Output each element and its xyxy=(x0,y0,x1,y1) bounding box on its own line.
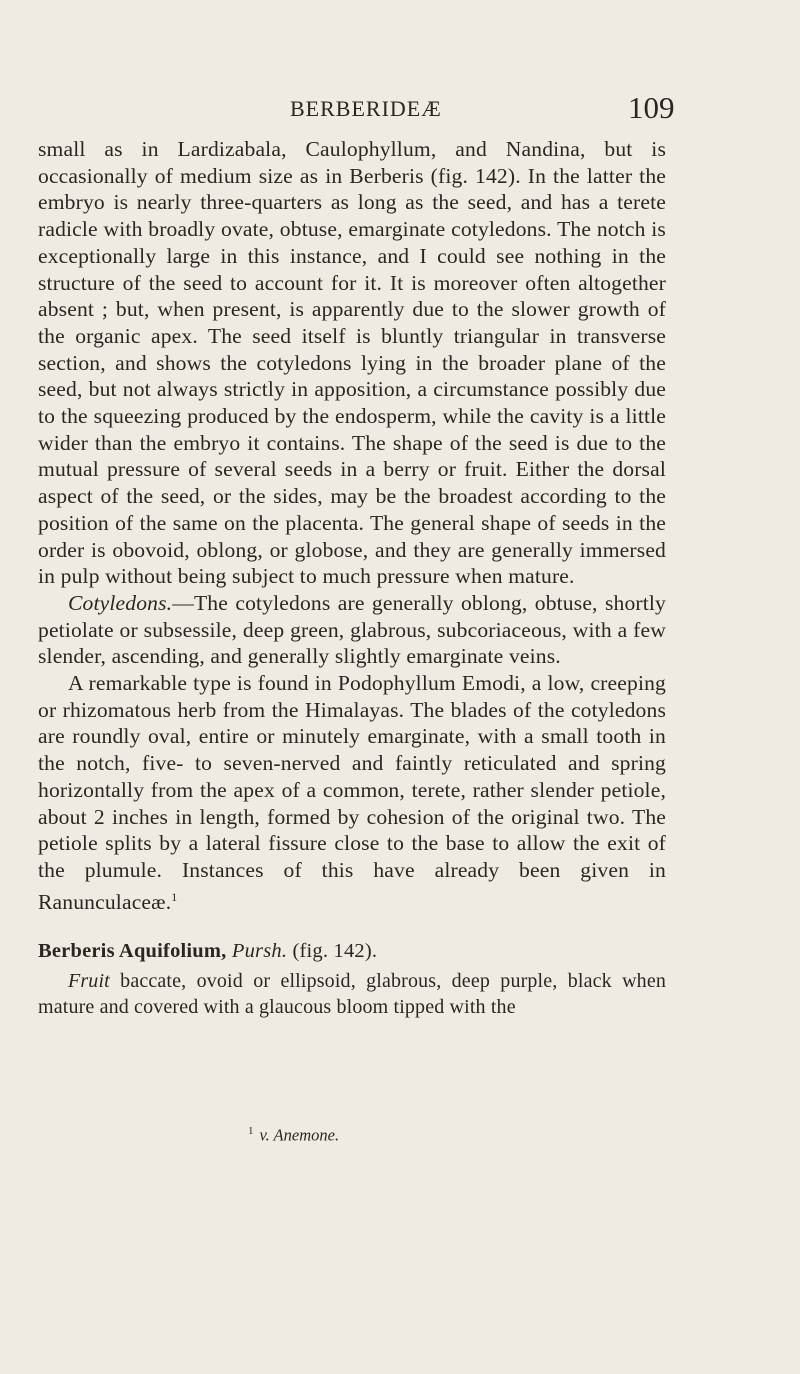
fruit-text: baccate, ovoid or ellipsoid, glabrous, deep purple, black when mature and covered with a glaucous bloom tipped with the xyxy=(38,970,666,1019)
paragraph-podophyllum xyxy=(38,670,666,916)
paragraph-fruit xyxy=(38,968,666,1020)
footnote-text: v. Anemone. xyxy=(259,1125,340,1145)
species-name: Berberis Aquifolium, xyxy=(38,939,227,962)
footnote xyxy=(248,1125,339,1146)
species-heading xyxy=(38,938,666,965)
cotyledons-lead: Cotyledons. xyxy=(68,590,173,615)
footnote-reference: 1 xyxy=(171,889,178,904)
page-number: 109 xyxy=(628,90,675,125)
paragraph-cotyledons xyxy=(38,590,666,670)
body-text xyxy=(38,136,666,1020)
paragraph-seed-description: small as in Lardizabala, Caulophyllum, and Nandina, but is occasionally of medium size as in Berberis (fig. 142). In the latter the embryo is nearly three-quarters as long as the seed, and has a terete radicle with broadly ovate, obtuse, emarginate cotyledons. The notch is exceptionally large in this instance, and I could see nothing in the structure of the seed to account for it. It is moreover often altogether absent ; but, when present, is apparently due to the slower growth of the organic apex. The seed itself is bluntly triangular in transverse section, and shows the cotyledons lying in the broader plane of the seed, but not always strictly in apposition, a circumstance possibly due to the squeezing produced by the endosperm, while the cavity is a little wider than the embryo it contains. The shape of the seed is due to the mutual pressure of several seeds in a berry or fruit. Either the dorsal aspect of the seed, or the sides, may be the broadest according to the position of the same on the placenta. The general shape of seeds in the order is obovoid, oblong, or globose, and they are generally immersed in pulp without being subject to much pressure when mature. xyxy=(38,137,666,589)
species-authority: Pursh. xyxy=(231,939,288,962)
running-title: BERBERIDEÆ xyxy=(290,96,442,121)
fruit-lead: Fruit xyxy=(68,970,110,993)
cotyledons-text: —The cotyledons are generally oblong, obtuse, shortly petiolate or subsessile, deep green, glabrous, subcoriaceous, with a few slender, ascending, and generally slightly emarginate veins. xyxy=(38,590,666,669)
species-figure-ref: (fig. 142). xyxy=(292,939,378,962)
podophyllum-text: A remarkable type is found in Podophyllum Emodi, a low, creeping or rhizomatous herb from the Himalayas. The blades of the cotyledons are roundly oval, entire or minutely emarginate, with a small tooth in the notch, five- to seven-nerved and faintly reticulated and spring horizontally from the apex of a common, terete, rather slender petiole, about 2 inches in length, formed by cohesion of the original two. The petiole splits by a lateral fissure close to the base to allow the exit of the plumule. Instances of this have already been given in Ranunculaceæ. xyxy=(38,671,666,914)
running-head xyxy=(0,92,800,132)
footnote-marker: 1 xyxy=(248,1125,254,1137)
